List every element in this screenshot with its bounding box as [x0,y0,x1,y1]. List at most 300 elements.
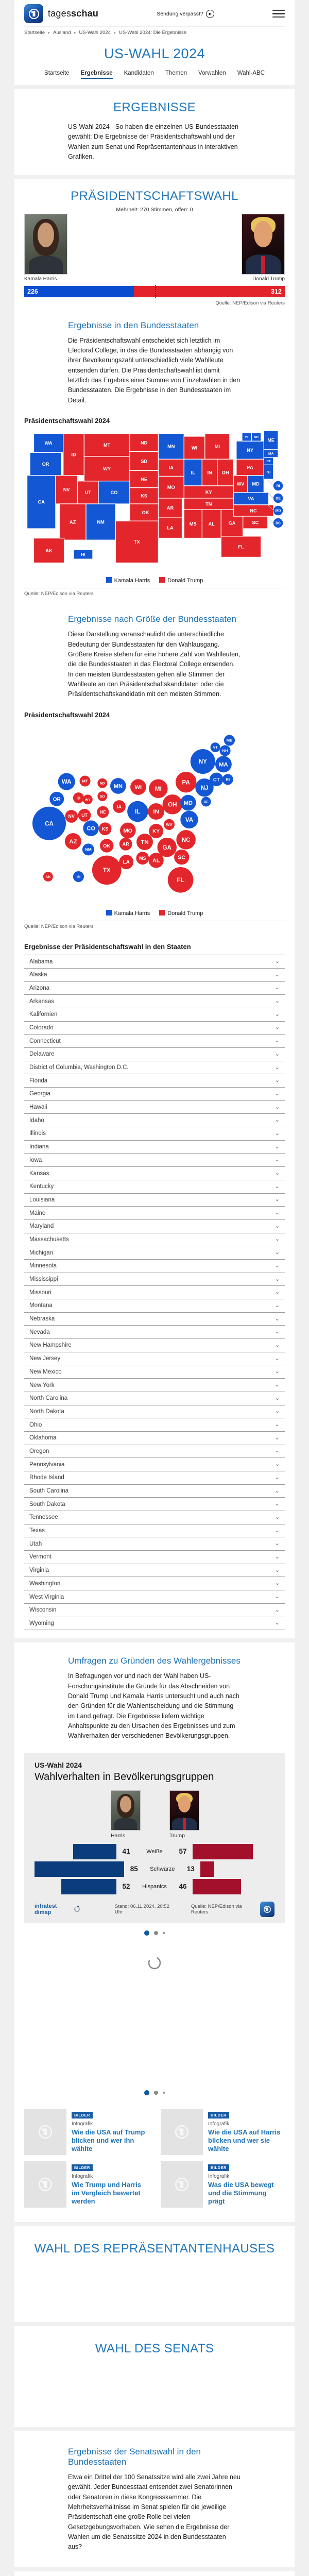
carousel-dots [24,1930,285,1936]
state-accordion-row[interactable] [24,1432,285,1445]
carousel-dot-3[interactable] [163,1932,165,1934]
trump-thumb: Trump [169,1790,199,1839]
teaser-image-placeholder [24,2109,66,2155]
state-accordion-label: Colorado [29,1024,54,1031]
state-accordion-label: Pennsylvania [29,1461,65,1468]
trump-photo [242,214,285,275]
state-accordion-row[interactable] [24,1577,285,1590]
state-accordion-label: Missouri [29,1289,52,1296]
chevron-down-icon: ⌄ [274,1329,280,1335]
state-accordion-row[interactable] [24,1524,285,1538]
state-accordion-row[interactable] [24,1392,285,1405]
harris-thumb: Harris [111,1790,141,1839]
tab-wahl-abc[interactable]: Wahl-ABC [237,70,265,76]
chevron-down-icon: ⌄ [274,1606,280,1613]
house-card [14,2226,295,2322]
bubble-map-source: Quelle: NEP/Edison via Reuters [24,924,94,930]
bubble-state-label: NH [222,748,228,753]
map-state-label: CO [110,490,118,496]
chevron-down-icon: ⌄ [274,1448,280,1454]
state-accordion-row[interactable] [24,1154,285,1167]
bubble-state-label: AL [152,857,160,864]
bubble-state-label: MA [218,761,228,768]
map-state-label: SD [141,459,148,464]
state-accordion-row[interactable] [24,1590,285,1604]
senate-card [14,2326,295,2427]
state-accordion-label: Oklahoma [29,1435,57,1442]
harris-bar [35,1861,124,1877]
majority-marker [155,285,156,298]
bubble-state-label: NJ [200,785,209,791]
state-accordion-label: Alaska [29,972,47,978]
teaser-card[interactable] [161,2161,285,2208]
state-accordion-label: New Jersey [29,1355,61,1362]
chevron-down-icon: ⌄ [274,1117,280,1124]
chevron-down-icon: ⌄ [274,1289,280,1296]
teaser-title[interactable]: Wie die USA auf Trump blicken und wer ihn wählte [72,2128,145,2153]
map-state-label: TN [205,501,212,507]
map-state-label: OK [142,510,149,516]
bubble-state-label: MD [183,800,193,806]
state-accordion-label: Illinois [29,1130,46,1137]
infographic-title: Wahlverhalten in Bevölkerungsgruppen [35,1771,214,1783]
breadcrumb-item[interactable]: Startseite [24,30,45,36]
bubble-map[interactable] [24,721,285,908]
harris-bar [73,1844,116,1859]
state-accordion-label: Wisconsin [29,1607,57,1614]
chevron-down-icon: ⌄ [274,1276,280,1282]
bubble-state-label: TN [141,839,149,845]
chevron-down-icon: ⌄ [274,1434,280,1441]
tab-kandidaten[interactable]: Kandidaten [124,70,154,76]
results-intro-text: US-Wahl 2024 - So haben die einzelnen US-Bundesstaaten gewählt: Die Ergebnisse der Präsidentschaftswahl und der Wahlen zum Senat und Repräsentantenhaus in interaktiven Grafiken. [68,123,238,161]
teaser-title[interactable]: Wie die USA auf Harris blicken und wer sie wählte [208,2128,281,2153]
chevron-down-icon: ⌄ [274,1540,280,1547]
harris-bar [61,1879,116,1894]
chevron-down-icon: ⌄ [274,1077,280,1084]
state-accordion-label: Utah [29,1540,42,1547]
state-accordion-row[interactable] [24,1167,285,1180]
state-accordion-row[interactable] [24,1551,285,1564]
bubble-state-label: NV [68,814,75,819]
chevron-down-icon: ⌄ [274,1368,280,1375]
chevron-down-icon: ⌄ [274,1038,280,1044]
bubble-state-label: WA [61,778,72,785]
chevron-down-icon: ⌄ [274,1514,280,1520]
geo-map[interactable] [24,430,285,575]
state-accordion-label: Iowa [29,1157,42,1163]
state-accordion-label: Indiana [29,1144,49,1150]
chevron-down-icon: ⌄ [274,1196,280,1203]
president-heading: PRÄSIDENTSCHAFTSWAHL [71,189,238,203]
state-accordion-label: New Mexico [29,1368,62,1375]
senate-results-heading[interactable]: Ergebnisse der Senatswahl in den Bundesstaaten [68,2446,201,2467]
state-accordion-row[interactable] [24,1207,285,1220]
harris-value: 52 [122,1883,130,1891]
state-accordion-row[interactable] [24,1313,285,1326]
map-state-label: IL [191,470,195,476]
state-accordion-row[interactable] [24,1273,285,1286]
tab-ergebnisse[interactable]: Ergebnisse [81,70,113,79]
chevron-down-icon: ⌄ [274,1090,280,1097]
map-state-label: MO [167,485,175,490]
state-accordion-row[interactable] [24,1260,285,1273]
chevron-down-icon: ⌄ [274,971,280,978]
chevron-down-icon: ⌄ [274,1355,280,1362]
state-accordion-label: New York [29,1382,55,1388]
size-section-text: Diese Darstellung veranschaulicht die unterschiedliche Bedeutung der Bundesstaaten für den Wahlausgang. Größere Kreise stehen für eine höhere Zahl von Wahlleuten, die die Bundesstaaten in das Electoral College entsenden. In den meisten Bundesstaaten gehen alle Stimmen der Wahlleute an den Präsidentschaftskandidaten oder die Präsidentschaftskandidatin mit den meisten Stimmen. [68,631,241,698]
state-accordion-row[interactable] [24,1114,285,1127]
map-state-label: NC [250,508,257,514]
bubble-state-label: PA [182,779,190,786]
map-state-label: MI [214,444,220,449]
chevron-down-icon: ⌄ [274,1487,280,1494]
svg-text:MD: MD [275,509,281,513]
map-state-label: NE [141,477,148,482]
state-accordion-row[interactable] [24,1101,285,1114]
rueckblick-heading [24,2571,285,2576]
state-accordion-list [24,955,285,1630]
infographic-source: Quelle: NEP/Edison via Reuters [191,1903,242,1915]
state-accordion-label: Wyoming [29,1620,54,1626]
map-state-label: MA [268,452,274,456]
president-card [14,179,295,1639]
candidate-trump [242,214,285,282]
state-accordion-label: New Hampshire [29,1342,72,1349]
bubble-state-label: VA [185,817,194,823]
demographic-category: Weiße [146,1848,163,1855]
state-accordion-label: South Carolina [29,1488,69,1494]
map-state-label: AR [166,505,174,511]
map-state-label: LA [167,525,174,531]
play-icon: ▶ [206,10,214,18]
svg-text:RI: RI [276,484,280,488]
map-state-label: AZ [70,519,76,525]
chevron-down-icon: ⌄ [274,1262,280,1269]
state-accordion-row[interactable] [24,1445,285,1459]
harris-legend-swatch [106,577,112,583]
state-accordion-row[interactable] [24,1405,285,1419]
state-accordion-row[interactable] [24,1141,285,1154]
bubble-state-label: GA [162,844,171,851]
state-list-heading: Ergebnisse der Präsidentschaftswahl in den Staaten [24,943,191,951]
state-accordion-row[interactable] [24,955,285,969]
state-accordion-label: Florida [29,1077,48,1084]
bubble-state-label: MS [139,855,146,861]
chevron-down-icon: ⌄ [274,998,280,1005]
state-accordion-row[interactable] [24,1061,285,1075]
bilder-badge: BILDER [208,2112,229,2119]
tagesschau-logo-icon[interactable] [24,4,43,23]
carousel2-dot-1[interactable] [144,2090,149,2095]
bilder-badge: BILDER [72,2164,93,2171]
bubble-state-label: WI [134,784,142,791]
sendung-verpasst-link[interactable]: Sendung verpasst? ▶ [157,10,214,18]
state-accordion-row[interactable] [24,1379,285,1392]
chevron-down-icon: ⌄ [274,1594,280,1600]
teaser-card[interactable] [24,2109,148,2155]
bubble-state-label: FL [177,877,184,884]
state-accordion-row[interactable] [24,1617,285,1631]
state-accordion-label: Washington [29,1580,61,1587]
state-accordion-row[interactable] [24,1604,285,1617]
bubble-state-label: IL [135,808,141,815]
breadcrumb-item[interactable]: US-Wahl 2024: Die Ergebnisse [118,30,187,36]
umfragen-heading[interactable]: Umfragen zu Gründen des Wahlergebnisses [68,1656,241,1666]
chevron-down-icon: ⌄ [274,1236,280,1243]
carousel2-dot-2[interactable] [154,2091,158,2095]
state-accordion-row[interactable] [24,1299,285,1313]
map-state-label: ME [267,437,274,443]
state-accordion-row[interactable] [24,1458,285,1471]
demographics-row [35,1879,274,1894]
chevron-down-icon: ⌄ [274,1302,280,1309]
candidate-harris [24,214,67,282]
bubble-state-label: CA [45,821,54,827]
hamburger-menu-icon[interactable] [272,10,285,18]
carousel-dot-1[interactable] [144,1930,149,1936]
bubble-state-label: IA [117,804,122,809]
senate-results-text: Etwa ein Drittel der 100 Senatssitze wird alle zwei Jahre neu gewählt. Jeder Bundesstaat entsendet zwei Senatorinnen oder Senatoren in diese Kongresskammer. Die Mehrheitsverhältnisse im Senat spielen für die jeweilige Präsidentschaft eine große Rolle bei vielen Gesetzgebungsvorhaben. Wie sehen die Ergebnisse der Wahlen um die Senatssitze 2024 in den Bundesstaaten aus? [68,2473,241,2551]
bubble-state-label: DE [203,800,209,804]
bubble-state-label: MO [123,827,133,834]
state-accordion-row[interactable] [24,1048,285,1061]
bubble-state-label: MI [154,786,162,792]
teaser-image-placeholder [161,2109,203,2155]
chevron-down-icon: ⌄ [274,1553,280,1560]
results-intro-card [14,89,295,175]
brand-wordmark[interactable]: tagesschau [48,8,99,19]
bubble-state-label: MN [113,783,123,790]
trump-value: 57 [179,1848,187,1856]
state-accordion-label: Nevada [29,1329,50,1335]
state-accordion-row[interactable] [24,1035,285,1048]
teaser-image-placeholder [24,2161,66,2208]
state-accordion-row[interactable] [24,1485,285,1498]
bubble-map-legend: Kamala Harris Donald Trump [24,910,285,917]
state-accordion-row[interactable] [24,1511,285,1524]
senate-heading: WAHL DES SENATS [95,2341,214,2355]
chevron-down-icon: ⌄ [274,1157,280,1163]
size-section-heading[interactable]: Ergebnisse nach Größe der Bundesstaaten [68,614,236,624]
chevron-down-icon: ⌄ [274,1580,280,1587]
state-accordion-row[interactable] [24,1233,285,1247]
teaser-card[interactable] [161,2109,285,2155]
map-state-label: AK [45,548,53,553]
trump-legend-swatch [159,910,165,916]
bubble-state-label: VT [213,745,218,750]
map-state-label: MS [189,521,197,527]
loading-spinner-icon [147,1955,162,1973]
infratest-dimap-logo: infratest dimap [35,1903,80,1916]
states-section-heading[interactable]: Ergebnisse in den Bundesstaaten [68,320,199,330]
bubble-state-label: SD [100,794,105,799]
geo-map-legend: Kamala Harris Donald Trump [24,577,285,584]
chevron-down-icon: ⌄ [274,1474,280,1481]
state-accordion-row[interactable] [24,1352,285,1366]
map-state-label: NM [97,519,105,525]
electoral-bar[interactable] [24,286,285,297]
state-accordion-label: Arkansas [29,998,54,1005]
tab-startseite[interactable]: Startseite [44,70,70,76]
bubble-state-label: MT [82,778,88,784]
breadcrumb [24,26,285,40]
map-state-label: CT [266,460,271,464]
state-accordion-row[interactable] [24,1220,285,1233]
state-accordion-label: Georgia [29,1091,50,1097]
map-state-label: SC [252,520,259,526]
map-state-label: NY [247,448,253,453]
state-accordion-label: North Carolina [29,1395,68,1402]
state-accordion-row[interactable] [24,982,285,995]
state-accordion-row[interactable] [24,1537,285,1551]
state-accordion-label: Minnesota [29,1263,57,1269]
map-state-label: AL [208,521,215,527]
harris-votes-segment[interactable]: 226 [24,286,134,297]
majority-note: Mehrheit: 270 Stimmen, offen: 0 [116,206,193,213]
map-state-label: MT [104,442,111,448]
states-section-text: Die Präsidentschaftswahl entscheidet sich letztlich im Electoral College, in das die Bundesstaaten abhängig von ihrer Bevölkerungszahl unterschiedlich viele Wahlleute entsenden dürfen. Die Präsidentschaftswahl ist damit letztlich das Ergebnis einer Summe von Einzelwahlen in den Bundesstaaten. Die Ergebnisse in den Bundesstaaten im Detail. [68,336,241,404]
demographics-row [35,1861,274,1877]
state-accordion-row[interactable] [24,995,285,1008]
bubble-state-label: UT [81,812,88,818]
state-accordion-row[interactable] [24,1564,285,1578]
chevron-down-icon: ⌄ [274,1408,280,1415]
chevron-down-icon: ⌄ [274,1050,280,1057]
chevron-down-icon: ⌄ [274,1249,280,1256]
map-state-label: ND [141,440,148,446]
state-accordion-row[interactable] [24,1326,285,1339]
carousel-dot-2[interactable] [154,1931,158,1935]
state-accordion-label: Michigan [29,1249,54,1256]
state-accordion-row[interactable] [24,969,285,982]
state-accordion-label: Maine [29,1210,46,1216]
map-state-label: NJ [266,471,271,474]
chevron-down-icon: ⌄ [274,1395,280,1401]
ard-globe-watermark-icon [173,2176,191,2193]
chevron-down-icon: ⌄ [274,1223,280,1229]
bubble-state-label: NM [84,847,92,852]
ard-globe-watermark-icon [37,2176,54,2193]
chevron-down-icon: ⌄ [274,1011,280,1018]
map-state-label: OR [42,461,49,467]
bubble-state-label: SC [178,854,186,861]
svg-text:DC: DC [276,521,281,526]
map-state-label: WV [236,481,245,487]
state-accordion-row[interactable] [24,1008,285,1022]
state-accordion-label: Kansas [29,1170,49,1177]
harris-name: Kamala Harris [24,276,57,282]
trump-legend-swatch [159,577,165,583]
state-accordion-row[interactable] [24,1286,285,1299]
chevron-down-icon: ⌄ [274,1064,280,1071]
bubble-state-label: HI [76,874,81,879]
state-accordion-label: Arizona [29,985,49,991]
house-heading: WAHL DES REPRÄSENTANTENHAUSES [34,2241,275,2256]
state-accordion-label: Alabama [29,958,53,965]
state-accordion-label: Tennessee [29,1514,58,1521]
bubble-state-label: LA [123,859,130,866]
tab-themen[interactable]: Themen [165,70,187,76]
breadcrumb-item[interactable]: Ausland [53,30,71,36]
state-accordion-row[interactable] [24,1074,285,1088]
state-accordion-row[interactable] [24,1365,285,1379]
state-accordion-row[interactable] [24,1246,285,1260]
bubble-state-label: RI [226,777,230,782]
teaser-title[interactable]: Was die USA bewegt und die Stimmung prägt [208,2180,274,2206]
state-accordion-label: Kalifornien [29,1011,58,1018]
state-accordion-label: South Dakota [29,1501,65,1507]
state-accordion-label: Montana [29,1302,53,1309]
infographic-stand: Stand: 06.11.2024, 20:52 Uhr [114,1903,169,1915]
chevron-down-icon: ⌄ [274,1342,280,1348]
site-header [14,0,295,85]
page-title: US-WAHL 2024 [104,46,205,61]
map-state-label: NH [254,436,259,439]
teaser-image-placeholder [161,2161,203,2208]
chevron-down-icon: ⌄ [274,1567,280,1573]
state-accordion-label: Massachusetts [29,1236,69,1243]
tab-vorwahlen[interactable]: Vorwahlen [198,70,226,76]
state-accordion-row[interactable] [24,1194,285,1207]
state-accordion-row[interactable] [24,1498,285,1511]
chevron-down-icon: ⌄ [274,1210,280,1216]
chevron-down-icon: ⌄ [274,1104,280,1110]
map-state-label: WY [103,466,111,472]
bubble-state-label: AK [45,875,51,879]
chevron-down-icon: ⌄ [274,1382,280,1388]
bubble-state-label: OR [53,796,61,803]
teaser-grid [24,2109,285,2208]
breadcrumb-item[interactable]: US-Wahl 2024 [79,30,111,36]
bubble-state-label: NE [100,809,106,815]
state-accordion-row[interactable] [24,1471,285,1485]
chevron-down-icon: ⌄ [274,1024,280,1031]
trump-bar [193,1844,253,1859]
umfragen-text: In Befragungen vor und nach der Wahl haben US-Forschungsinstitute die Gründe für das Abschneiden von Donald Trump und Kamala Harris untersucht und auch nach den Gründen für die Wahlentscheidung und die Stimmung im Land gefragt. Die Ergebnisse liefern wichtige Anhaltspunkte zu den Ursachen des Ergebnisses und zum Wahlverhalten der verschiedenen Bevölkerungsgruppen. [68,1672,239,1740]
chevron-down-icon: ⌄ [274,1620,280,1626]
teaser-title[interactable]: Wie Trump und Harris im Vergleich bewertet werden [72,2180,141,2206]
state-accordion-label: Maryland [29,1223,54,1230]
state-accordion-row[interactable] [24,1127,285,1141]
state-accordion-row[interactable] [24,1339,285,1352]
state-accordion-label: Virginia [29,1567,49,1574]
breadcrumb-separator-icon: ▸ [74,30,76,35]
loading-module [24,1936,285,2090]
carousel2-dot-3[interactable] [163,2092,165,2094]
state-accordion-row[interactable] [24,1418,285,1432]
carousel-dots-2 [24,2090,285,2095]
map-state-label: PA [247,465,253,470]
state-accordion-row[interactable] [24,1180,285,1194]
teaser-card[interactable] [24,2161,148,2208]
state-accordion-row[interactable] [24,1088,285,1101]
state-accordion-label: Louisiana [29,1196,55,1203]
state-accordion-row[interactable] [24,1022,285,1035]
map-state-label: MD [252,481,260,487]
geo-map-source: Quelle: NEP/Edison via Reuters [24,591,94,597]
map-state-label: TX [133,539,140,545]
bubble-state-label: AZ [69,838,77,845]
chevron-down-icon: ⌄ [274,1527,280,1534]
chevron-down-icon: ⌄ [274,1315,280,1322]
map-state-label: CA [38,499,45,505]
map-state-label: IN [207,470,212,476]
demographic-category: Schwarze [150,1866,175,1872]
breadcrumb-separator-icon: ▸ [113,30,116,35]
trump-votes-segment[interactable]: 312 [134,286,285,297]
state-accordion-label: Vermont [29,1554,52,1561]
